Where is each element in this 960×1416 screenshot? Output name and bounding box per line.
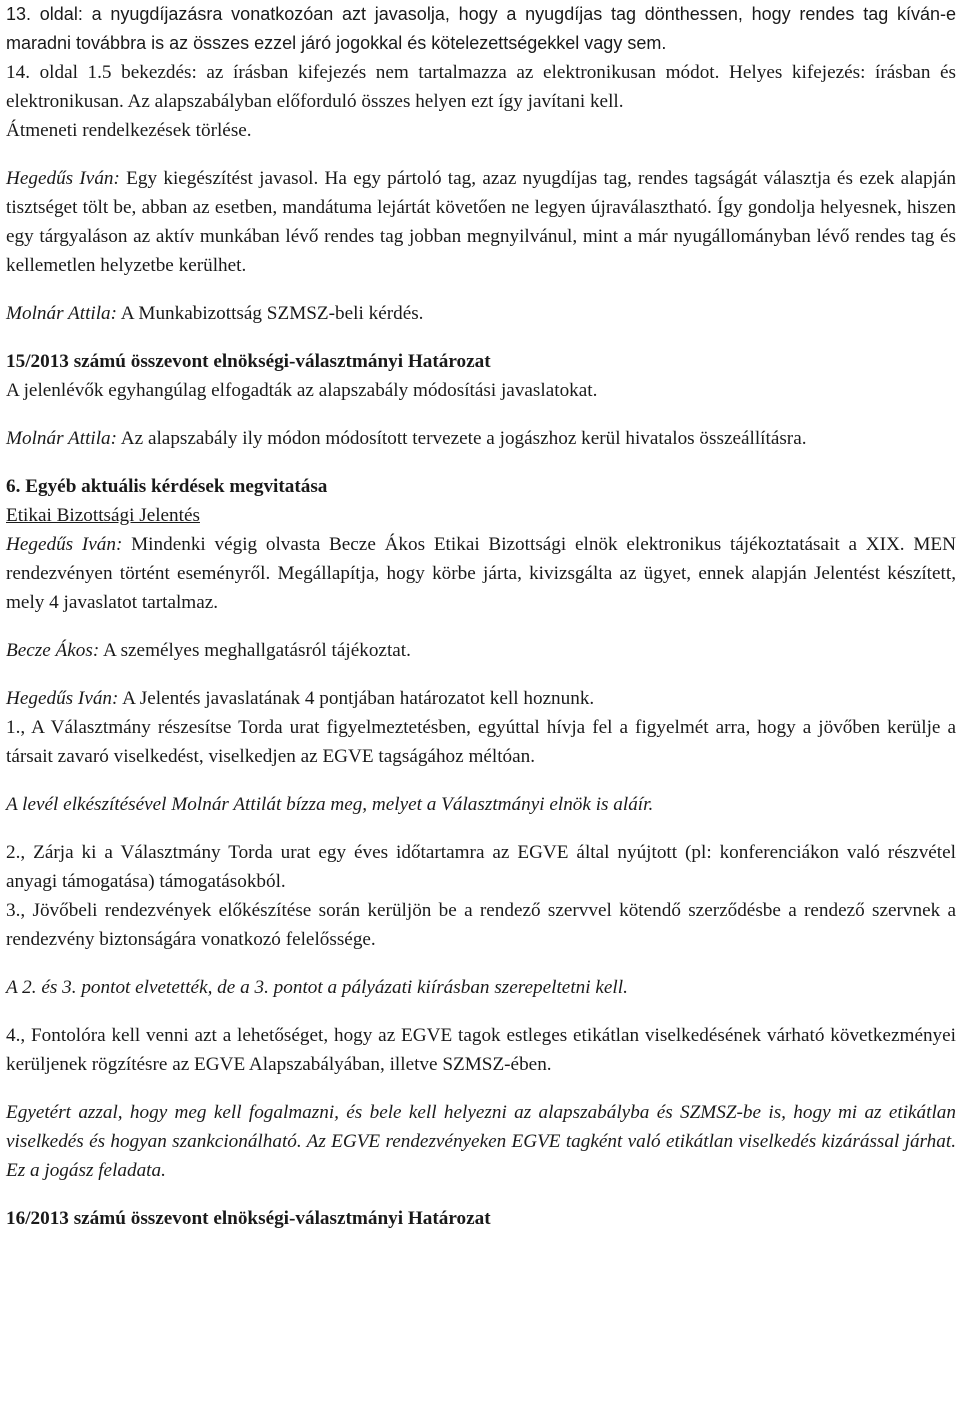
- resolution-15-title: 15/2013 számú összevont elnökségi-választmányi Határozat: [6, 351, 491, 372]
- section-6-heading: [6, 472, 956, 501]
- paragraph-molnar-szmsz: [6, 299, 956, 328]
- note-elvetettek: A 2. és 3. pontot elvetették, de a 3. pontot a pályázati kiírásban szerepeltetni kell.: [6, 977, 628, 998]
- section-6-subtitle: Etikai Bizottsági Jelentés: [6, 505, 200, 526]
- list-item-4: 4., Fontolóra kell venni azt a lehetőséget, hogy az EGVE tagok estleges etikátlan viselkedésének várható következményei kerüljenek rögzítésre az EGVE Alapszabályában, illetve SZMSZ-ében.: [6, 1025, 956, 1075]
- list-item-1: 1., A Választmány részesítse Torda urat figyelmeztetésben, egyúttal hívja fel a figyelmét arra, hogy a jövőben kerülje a társait zavaró viselkedést, viselkedjen az EGVE tagságához méltóan.: [6, 717, 956, 767]
- speech-text: A Jelentés javaslatának 4 pontjában határozatot kell hoznunk.: [118, 688, 595, 709]
- paragraph-becze: [6, 636, 956, 665]
- list-item-3: 3., Jövőbeli rendezvények előkészítése során kerüljön be a rendező szervvel kötendő szerződésbe a rendező szervnek a rendezvény biztonságára vonatkozó felelőssége.: [6, 900, 956, 950]
- speech-text: A személyes meghallgatásról tájékoztat.: [99, 640, 411, 661]
- paragraph-hegedus-jelentes: [6, 530, 956, 617]
- speaker-name: Molnár Attila:: [6, 303, 118, 324]
- speaker-name: Hegedűs Iván:: [6, 688, 119, 709]
- speaker-name: Molnár Attila:: [6, 428, 118, 449]
- section-number: 6.: [6, 476, 21, 497]
- paragraph-oldal-14: 14. oldal 1.5 bekezdés: az írásban kifejezés nem tartalmazza az elektronikusan módot. Helyes kifejezés: írásban és elektronikusan. Az alapszabályban előforduló összes helyen ezt így javítani kell.: [6, 62, 956, 112]
- speech-text: Az alapszabály ily módon módosított tervezete a jogászhoz kerül hivatalos összeállításra.: [117, 428, 807, 449]
- speech-text: Mindenki végig olvasta Becze Ákos Etikai Bizottsági elnök elektronikus tájékoztatásait a XIX. MEN rendezvényen történt eseményről. Megállapítja, hogy körbe járta, kivizsgálta az ügyet, ennek alapján Jelentést készített, mely 4 javaslatot tartalmaz.: [6, 534, 956, 613]
- paragraph-molnar-jogasz: [6, 424, 956, 453]
- section-title: Egyéb aktuális kérdések megvitatása: [20, 476, 328, 497]
- speaker-name: Hegedűs Iván:: [6, 168, 120, 189]
- resolution-16-title: 16/2013 számú összevont elnökségi-választmányi Határozat: [6, 1208, 491, 1229]
- resolution-15-text: A jelenlévők egyhangúlag elfogadták az alapszabály módosítási javaslatokat.: [6, 380, 598, 401]
- speech-text: A Munkabizottság SZMSZ-beli kérdés.: [117, 303, 424, 324]
- speech-text: Egy kiegészítést javasol. Ha egy pártoló tag, azaz nyugdíjas tag, rendes tagságát választja és ezek alapján tisztséget tölt be, abban az esetben, mandátuma lejártát követően ne legyen újraválasztható. Így gondolja helyesnek, hiszen egy tárgyaláson az aktív munkában lévő rendes tag jobban megnyilvánul, mint a már nyugállományban lévő rendes tag és kellemetlen helyzetbe kerülhet.: [6, 168, 957, 276]
- paragraph-nyugdij: 13. oldal: a nyugdíjazásra vonatkozóan azt javasolja, hogy a nyugdíjas tag dönthessen, hogy rendes tag kíván-e maradni továbbra is az összes ezzel járó jogokkal és kötelezettségekkel vagy sem.: [6, 4, 956, 53]
- list-item-2: 2., Zárja ki a Választmány Torda urat egy éves időtartamra az EGVE által nyújtott (pl: konferenciákon való részvétel anyagi támogatása) támogatásokból.: [6, 842, 956, 892]
- note-egyetert: Egyetért azzal, hogy meg kell fogalmazni, és bele kell helyezni az alapszabályba és SZMSZ-be is, hogy mi az etikátlan viselkedés és hogyan szankcionálható. Az EGVE rendezvényeken EGVE tagként való etikátlan viselkedés kizárással járhat. Ez a jogász feladata.: [6, 1102, 956, 1181]
- note-level: A levél elkészítésével Molnár Attilát bízza meg, melyet a Választmányi elnök is aláír.: [6, 794, 654, 815]
- paragraph-hegedus-kiegeszites: [6, 164, 956, 280]
- speaker-name: Becze Ákos:: [6, 640, 100, 661]
- paragraph-hegedus-hatarozat: [6, 684, 956, 713]
- speaker-name: Hegedűs Iván:: [6, 534, 123, 555]
- paragraph-atmeneti: Átmeneti rendelkezések törlése.: [6, 120, 252, 141]
